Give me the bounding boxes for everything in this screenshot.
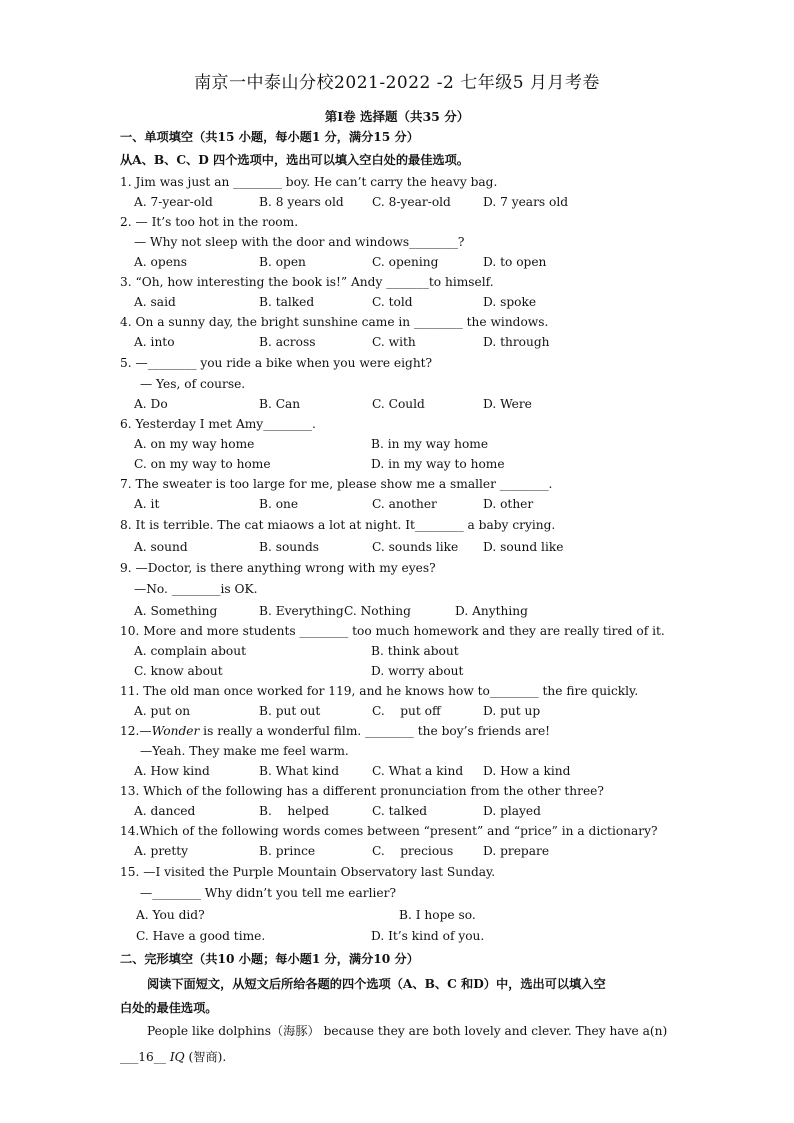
option-d[interactable]: D. through [483, 335, 550, 349]
option-a[interactable]: A. pretty [134, 844, 189, 858]
iq-term: IQ [169, 1050, 185, 1064]
option-b[interactable]: B. prince [259, 844, 316, 858]
option-a[interactable]: A. put on [134, 704, 191, 718]
question-14-stem: 14.Which of the following words comes between “present” and “price” in a dictionary? [120, 824, 658, 838]
option-b[interactable]: B. I hope so. [399, 908, 476, 922]
question-5-stem: 5. —________ you ride a bike when you were eight? [120, 356, 433, 370]
option-b[interactable]: B. talked [259, 295, 315, 309]
option-d[interactable]: D. 7 years old [483, 195, 569, 209]
option-b[interactable]: B. across [259, 335, 316, 349]
option-a[interactable]: A. into [134, 335, 175, 349]
option-c[interactable]: C. Nothing [344, 604, 411, 618]
option-d[interactable]: D. How a kind [483, 764, 571, 778]
question-2-stem-reply: — Why not sleep with the door and windows________? [134, 235, 465, 249]
option-a[interactable]: A. sound [134, 540, 188, 554]
option-c[interactable]: C. put off [372, 704, 441, 718]
exam-title: 南京一中泰山分校2021-2022 -2 七年级5 月月考卷 [194, 73, 600, 93]
passage-line1: People like dolphins（海豚） because they are both lovely and clever. They have a(n) [147, 1024, 668, 1038]
option-d[interactable]: D. It’s kind of you. [371, 929, 485, 943]
option-d[interactable]: D. prepare [483, 844, 550, 858]
question-11-stem: 11. The old man once worked for 119, and he knows how to________ the fire quickly. [120, 684, 639, 698]
option-c[interactable]: C. know about [134, 664, 223, 678]
option-b[interactable]: B. Everything [259, 604, 344, 618]
option-d[interactable]: D. other [483, 497, 534, 511]
section2-instruction-line1: 阅读下面短文，从短文后所给各题的四个选项（A、B、C 和D）中，选出可以填入空 [147, 977, 606, 991]
question-9-stem-reply: —No. ________is OK. [134, 582, 258, 596]
passage-line2 [120, 1049, 226, 1066]
option-b[interactable]: B. think about [371, 644, 459, 658]
option-d[interactable]: D. to open [483, 255, 547, 269]
option-d[interactable]: D. sound like [483, 540, 564, 554]
question-12-stem-post: is really a wonderful film. ________ the boy’s friends are! [199, 724, 551, 738]
option-b[interactable]: B. sounds [259, 540, 320, 554]
option-c[interactable]: C. talked [372, 804, 428, 818]
question-12-stem-pre: 12.— [120, 724, 152, 738]
question-12-stem-reply: —Yeah. They make me feel warm. [140, 744, 349, 758]
option-a[interactable]: A. opens [134, 255, 188, 269]
option-c[interactable]: C. opening [372, 255, 439, 269]
option-a[interactable]: A. Do [134, 397, 168, 411]
section2-heading: 二、完形填空（共10 小题；每小题1 分，满分10 分） [120, 952, 419, 966]
question-1-stem: 1. Jim was just an ________ boy. He can’t carry the heavy bag. [120, 175, 498, 189]
question-15-stem: 15. —I visited the Purple Mountain Observatory last Sunday. [120, 865, 496, 879]
film-title: Wonder [151, 724, 200, 738]
option-c[interactable]: C. told [372, 295, 413, 309]
option-c[interactable]: C. on my way to home [134, 457, 271, 471]
option-a[interactable]: A. 7-year-old [134, 195, 213, 209]
option-d[interactable]: D. in my way to home [371, 457, 505, 471]
option-c[interactable]: C. sounds like [372, 540, 459, 554]
question-12-stem [120, 723, 550, 740]
option-d[interactable]: D. played [483, 804, 541, 818]
option-c[interactable]: C. with [372, 335, 416, 349]
option-a[interactable]: A. You did? [136, 908, 205, 922]
section1-instruction: 从A、B、C、D 四个选项中，选出可以填入空白处的最佳选项。 [120, 153, 469, 167]
option-a[interactable]: A. danced [134, 804, 196, 818]
question-3-stem: 3. “Oh, how interesting the book is!” Andy _______to himself. [120, 275, 494, 289]
option-b[interactable]: B. What kind [259, 764, 340, 778]
option-a[interactable]: A. Something [134, 604, 218, 618]
question-2-stem: 2. — It’s too hot in the room. [120, 215, 299, 229]
question-15-stem-reply: —________ Why didn’t you tell me earlier? [140, 886, 396, 900]
option-b[interactable]: B. one [259, 497, 299, 511]
option-d[interactable]: D. Were [483, 397, 532, 411]
section2-instruction-line2: 白处的最佳选项。 [120, 1001, 218, 1015]
option-c[interactable]: C. another [372, 497, 437, 511]
question-9-stem: 9. —Doctor, is there anything wrong with my eyes? [120, 561, 436, 575]
option-d[interactable]: D. Anything [455, 604, 528, 618]
option-b[interactable]: B. in my way home [371, 437, 489, 451]
option-a[interactable]: A. on my way home [134, 437, 255, 451]
option-c[interactable]: C. 8-year-old [372, 195, 451, 209]
option-c[interactable]: C. precious [372, 844, 454, 858]
option-a[interactable]: A. said [134, 295, 176, 309]
section1-heading: 一、单项填空（共15 小题，每小题1 分，满分15 分） [120, 130, 419, 144]
option-a[interactable]: A. it [134, 497, 160, 511]
question-5-stem-reply: — Yes, of course. [140, 377, 246, 391]
option-a[interactable]: A. complain about [134, 644, 247, 658]
option-c[interactable]: C. What a kind [372, 764, 464, 778]
option-d[interactable]: D. worry about [371, 664, 464, 678]
option-c[interactable]: C. Have a good time. [136, 929, 266, 943]
question-13-stem: 13. Which of the following has a different pronunciation from the other three? [120, 784, 604, 798]
option-d[interactable]: D. spoke [483, 295, 537, 309]
question-4-stem: 4. On a sunny day, the bright sunshine came in ________ the windows. [120, 315, 549, 329]
option-d[interactable]: D. put up [483, 704, 541, 718]
option-a[interactable]: A. How kind [134, 764, 210, 778]
exam-subtitle: 第I卷 选择题（共35 分） [324, 109, 470, 124]
option-b[interactable]: B. 8 years old [259, 195, 344, 209]
question-8-stem: 8. It is terrible. The cat miaows a lot at night. It________ a baby crying. [120, 518, 556, 532]
option-b[interactable]: B. open [259, 255, 306, 269]
option-c[interactable]: C. Could [372, 397, 425, 411]
blank-16[interactable]: ___16__ [120, 1050, 170, 1064]
question-7-stem: 7. The sweater is too large for me, please show me a smaller ________. [120, 477, 553, 491]
question-10-stem: 10. More and more students ________ too much homework and they are really tired of it. [120, 624, 665, 638]
option-b[interactable]: B. helped [259, 804, 330, 818]
question-6-stem: 6. Yesterday I met Amy________. [120, 417, 316, 431]
passage-line2-post: (智商). [184, 1050, 227, 1064]
option-b[interactable]: B. Can [259, 397, 301, 411]
option-b[interactable]: B. put out [259, 704, 321, 718]
